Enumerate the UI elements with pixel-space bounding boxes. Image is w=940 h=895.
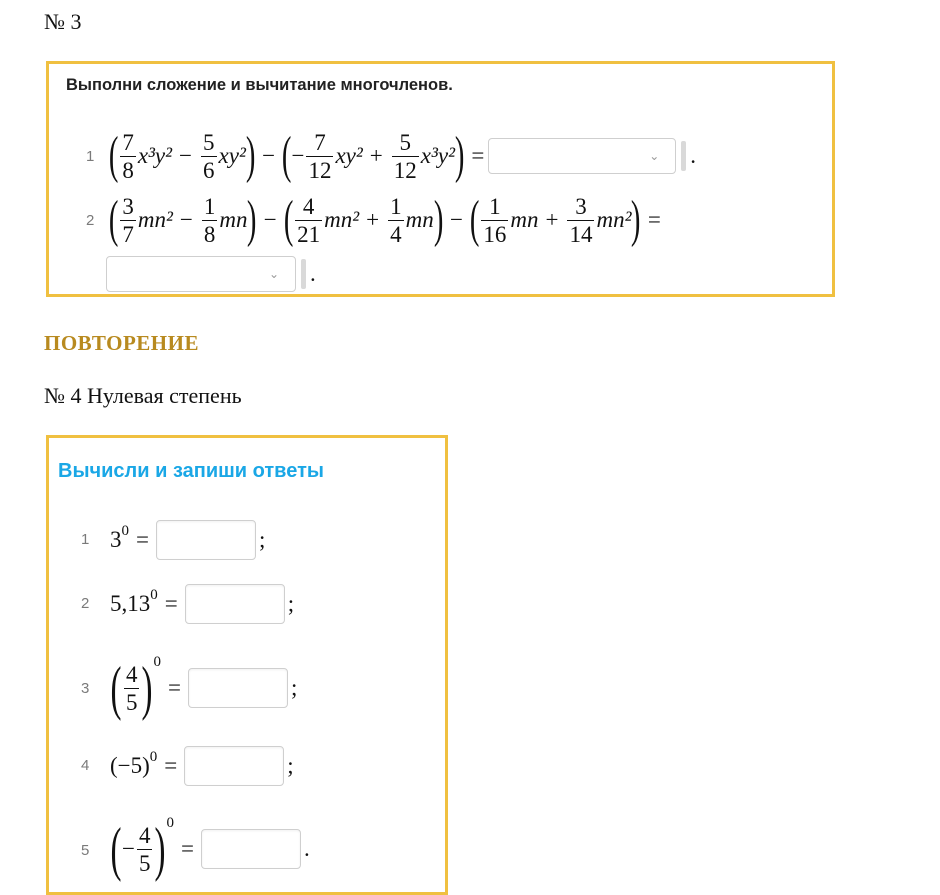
answer-dropdown-1[interactable] [488,138,676,174]
row-number: 1 [81,531,90,548]
polynomial-expression-2: ( $\frac{3}{7}$ mn² − $\frac{1}{8}$ mn ) − ( $\frac{4}{21}$ mn² + $\frac{1}{4}$ mn ) − ( $\frac{1}{16}$ mn + $\frac{3}{14}$ mn² ) = [108,191,661,248]
dropdown-handle [681,141,686,171]
fraction: $\frac{5}{6}$ [203,129,215,183]
task-3-box [46,61,835,297]
fraction: $\frac{5}{12}$ [393,129,417,183]
row-number: 1 [86,148,95,165]
row-number: 2 [86,212,95,229]
fraction: $\frac{4}{5}$ [138,822,151,876]
fraction: $\frac{4}{21}$ [297,193,321,247]
chevron-down-icon: ⌄ [649,149,660,163]
section-heading: ПОВТОРЕНИЕ [44,331,199,355]
row-number: 2 [81,595,90,612]
fraction: $\frac{1}{8}$ [203,193,216,247]
fraction: $\frac{1}{16}$ [483,193,507,247]
power-expression-3: ( $\frac{4}{5}$ ) 0 = ; [110,653,298,721]
answer-input-3[interactable] [188,668,288,708]
task-4-heading: № 4 Нулевая степень [44,383,242,408]
fraction: $\frac{1}{4}$ [390,193,402,247]
power-expression-5: ( − $\frac{4}{5}$ ) 0 = . [110,814,310,882]
row-number: 4 [81,757,90,774]
chevron-down-icon: ⌄ [268,267,279,281]
task-4-instruction: Вычисли и запиши ответы [58,460,324,482]
answer-dropdown-2[interactable] [106,256,296,292]
fraction: $\frac{3}{7}$ [122,193,134,247]
answer-input-2[interactable] [185,584,285,624]
power-expression-2: 5,13 0 = ; [110,582,294,626]
task-3-instruction: Выполни сложение и вычитание многочленов. [66,76,453,94]
answer-dropdown-2-wrap: ⌄ . [106,256,316,292]
fraction: $\frac{4}{5}$ [125,661,138,715]
row-number: 5 [81,842,90,859]
power-expression-1: 3 0 = ; [110,518,265,562]
fraction: $\frac{3}{14}$ [569,193,593,247]
dropdown-handle [301,259,306,289]
row-number: 3 [81,680,90,697]
power-expression-4: (−5) 0 = ; [110,744,294,788]
answer-input-4[interactable] [184,746,284,786]
task-4-box [46,435,448,895]
polynomial-expression-1: ( $\frac{7}{8}$ x³y² − $\frac{5}{6}$ xy² ) − ( − $\frac{7}{12}$ xy² + $\frac{5}{12}$ x³y² ) = ⌄ . [108,127,697,184]
fraction: $\frac{7}{8}$ [122,129,134,183]
answer-input-5[interactable] [201,829,301,869]
answer-input-1[interactable] [156,520,256,560]
fraction: $\frac{7}{12}$ [308,129,332,183]
task-3-number: № 3 [44,9,82,34]
